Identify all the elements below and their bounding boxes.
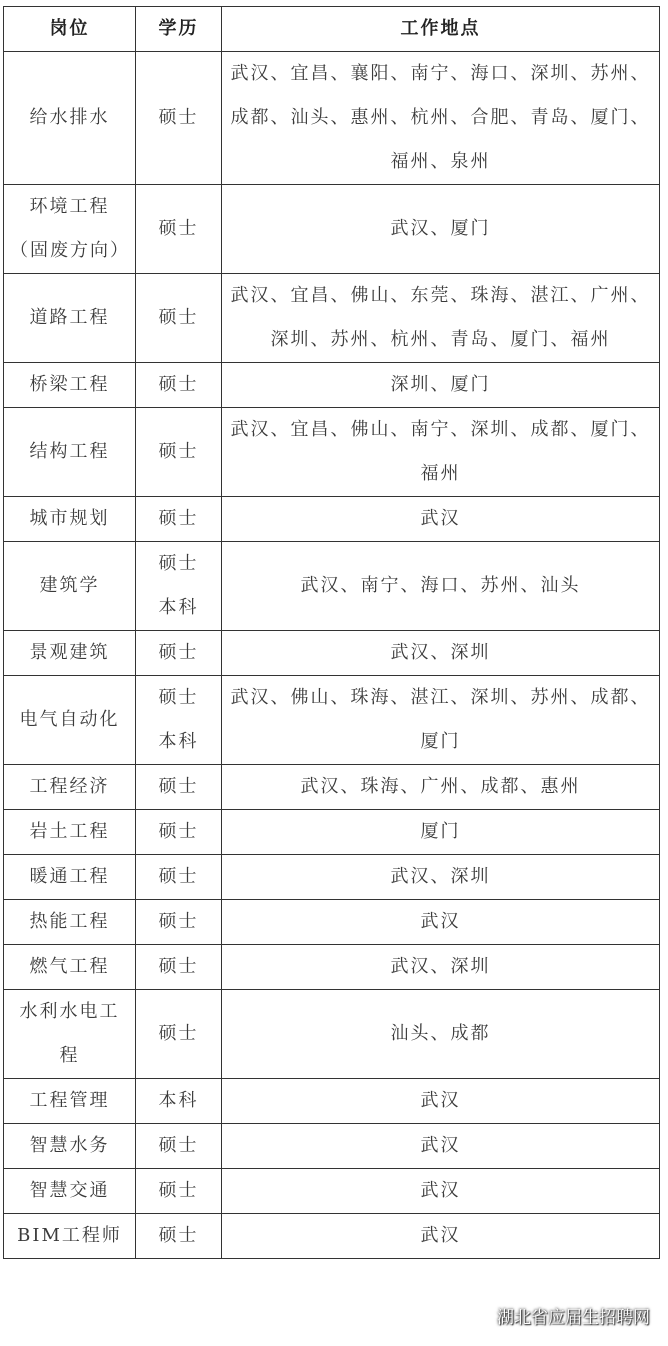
location-cell: 武汉、宜昌、佛山、南宁、深圳、成都、厦门、福州 bbox=[222, 408, 660, 497]
position-cell: 智慧交通 bbox=[4, 1169, 136, 1214]
table-header-row bbox=[4, 7, 660, 52]
education-value: 硕士 bbox=[158, 107, 199, 128]
table-row bbox=[4, 1079, 660, 1124]
education-value: 硕士 bbox=[158, 956, 199, 977]
education-cell bbox=[136, 676, 222, 765]
table-row bbox=[4, 1214, 660, 1259]
position-cell: 给水排水 bbox=[4, 52, 136, 185]
location-cell: 武汉、珠海、广州、成都、惠州 bbox=[222, 765, 660, 810]
position-cell: 道路工程 bbox=[4, 274, 136, 363]
position-cell: 电气自动化 bbox=[4, 676, 136, 765]
table-row bbox=[4, 1169, 660, 1214]
position-cell: 暖通工程 bbox=[4, 855, 136, 900]
table-row bbox=[4, 765, 660, 810]
position-cell: 工程经济 bbox=[4, 765, 136, 810]
education-value: 硕士 bbox=[158, 866, 199, 887]
education-value: 硕士 bbox=[158, 1135, 199, 1156]
watermark-text: 湖北省应届生招聘网 bbox=[497, 1308, 650, 1328]
location-cell: 武汉 bbox=[222, 1124, 660, 1169]
table-row bbox=[4, 900, 660, 945]
location-cell: 深圳、厦门 bbox=[222, 363, 660, 408]
table-row bbox=[4, 542, 660, 631]
education-value: 硕士 bbox=[158, 687, 199, 708]
location-cell: 厦门 bbox=[222, 810, 660, 855]
education-value: 硕士 bbox=[158, 821, 199, 842]
table-row bbox=[4, 676, 660, 765]
position-cell: 桥梁工程 bbox=[4, 363, 136, 408]
education-cell bbox=[136, 1079, 222, 1124]
education-value: 硕士 bbox=[158, 218, 199, 239]
education-cell bbox=[136, 990, 222, 1079]
education-cell bbox=[136, 408, 222, 497]
table-row bbox=[4, 52, 660, 185]
education-value: 硕士 bbox=[158, 374, 199, 395]
watermark bbox=[465, 1303, 650, 1328]
table-row bbox=[4, 274, 660, 363]
location-cell: 武汉 bbox=[222, 900, 660, 945]
table-row bbox=[4, 363, 660, 408]
position-cell: 热能工程 bbox=[4, 900, 136, 945]
wechat-icon bbox=[465, 1305, 491, 1327]
location-cell: 武汉、深圳 bbox=[222, 855, 660, 900]
position-cell: 环境工程（固废方向） bbox=[4, 185, 136, 274]
table-row bbox=[4, 990, 660, 1079]
position-cell: 岩土工程 bbox=[4, 810, 136, 855]
position-cell: 水利水电工程 bbox=[4, 990, 136, 1079]
location-cell: 武汉 bbox=[222, 1214, 660, 1259]
location-cell: 武汉、深圳 bbox=[222, 945, 660, 990]
education-value: 硕士 bbox=[158, 1225, 199, 1246]
education-value: 硕士 bbox=[158, 1023, 199, 1044]
location-cell: 武汉、厦门 bbox=[222, 185, 660, 274]
education-cell bbox=[136, 52, 222, 185]
header-location: 工作地点 bbox=[222, 7, 660, 52]
location-cell: 武汉、宜昌、襄阳、南宁、海口、深圳、苏州、成都、汕头、惠州、杭州、合肥、青岛、厦门、福州、泉州 bbox=[222, 52, 660, 185]
table-row bbox=[4, 855, 660, 900]
education-cell bbox=[136, 1169, 222, 1214]
education-cell bbox=[136, 1124, 222, 1169]
table-row bbox=[4, 185, 660, 274]
education-cell bbox=[136, 855, 222, 900]
table-row bbox=[4, 497, 660, 542]
education-cell bbox=[136, 185, 222, 274]
education-cell bbox=[136, 810, 222, 855]
job-table bbox=[3, 6, 660, 1259]
position-cell: 景观建筑 bbox=[4, 631, 136, 676]
education-cell bbox=[136, 765, 222, 810]
table-row bbox=[4, 945, 660, 990]
table-row bbox=[4, 1124, 660, 1169]
education-cell bbox=[136, 945, 222, 990]
position-cell: 智慧水务 bbox=[4, 1124, 136, 1169]
education-cell bbox=[136, 363, 222, 408]
education-value: 硕士 bbox=[158, 1180, 199, 1201]
location-cell: 武汉 bbox=[222, 1079, 660, 1124]
position-cell: 工程管理 bbox=[4, 1079, 136, 1124]
location-cell: 武汉、宜昌、佛山、东莞、珠海、湛江、广州、深圳、苏州、杭州、青岛、厦门、福州 bbox=[222, 274, 660, 363]
position-cell: 建筑学 bbox=[4, 542, 136, 631]
location-cell: 武汉、佛山、珠海、湛江、深圳、苏州、成都、厦门 bbox=[222, 676, 660, 765]
location-cell: 武汉 bbox=[222, 497, 660, 542]
table-row bbox=[4, 810, 660, 855]
table-row bbox=[4, 408, 660, 497]
education-cell bbox=[136, 497, 222, 542]
education-cell bbox=[136, 631, 222, 676]
education-value: 本科 bbox=[158, 597, 199, 618]
education-value: 硕士 bbox=[158, 911, 199, 932]
education-value: 硕士 bbox=[158, 441, 199, 462]
education-value: 硕士 bbox=[158, 642, 199, 663]
position-cell: 城市规划 bbox=[4, 497, 136, 542]
education-value: 硕士 bbox=[158, 508, 199, 529]
position-cell: 燃气工程 bbox=[4, 945, 136, 990]
education-cell bbox=[136, 900, 222, 945]
location-cell: 武汉、深圳 bbox=[222, 631, 660, 676]
header-position: 岗位 bbox=[4, 7, 136, 52]
location-cell: 汕头、成都 bbox=[222, 990, 660, 1079]
position-cell: 结构工程 bbox=[4, 408, 136, 497]
education-cell bbox=[136, 274, 222, 363]
table-body bbox=[4, 52, 660, 1259]
education-value: 硕士 bbox=[158, 553, 199, 574]
education-value: 本科 bbox=[158, 1090, 199, 1111]
table-row bbox=[4, 631, 660, 676]
education-cell bbox=[136, 1214, 222, 1259]
position-cell: BIM工程师 bbox=[4, 1214, 136, 1259]
location-cell: 武汉 bbox=[222, 1169, 660, 1214]
education-cell bbox=[136, 542, 222, 631]
education-value: 硕士 bbox=[158, 307, 199, 328]
header-education: 学历 bbox=[136, 7, 222, 52]
education-value: 硕士 bbox=[158, 776, 199, 797]
location-cell: 武汉、南宁、海口、苏州、汕头 bbox=[222, 542, 660, 631]
education-value: 本科 bbox=[158, 731, 199, 752]
